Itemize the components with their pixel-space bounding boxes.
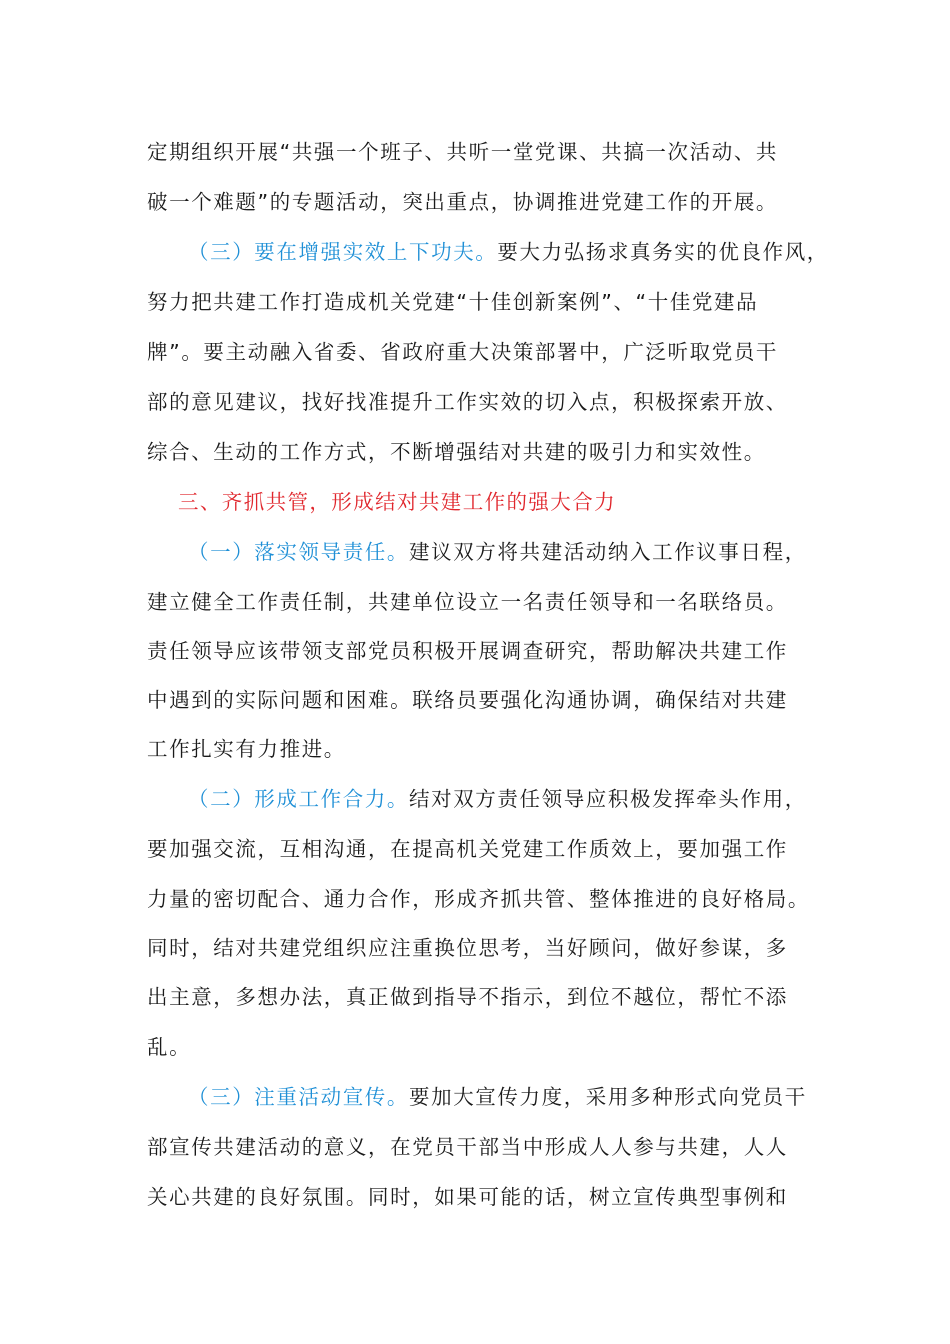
paragraph-line <box>147 1031 191 1063</box>
line-text: 要加强交流，互相沟通，在提高机关党建工作质效上，要加强工作 <box>147 837 788 861</box>
line-text: 结对双方责任领导应积极发挥牵头作用， <box>409 787 807 811</box>
paragraph-line <box>147 635 788 667</box>
paragraph-line <box>147 833 788 865</box>
paragraph-line <box>147 386 788 418</box>
paragraph-line <box>188 536 807 568</box>
line-text: 要大力弘扬求真务实的优良作风， <box>497 240 829 264</box>
line-text: 责任领导应该带领支部党员积极开展调查研究，帮助解决共建工作 <box>147 639 788 663</box>
line-text: 关心共建的良好氛围。同时，如果可能的话，树立宣传典型事例和 <box>147 1185 788 1209</box>
paragraph-line <box>147 932 788 964</box>
subheading-3: （三）要在增强实效上下功夫。 <box>188 240 498 264</box>
subheading-3b: （三）注重活动宣传。 <box>188 1085 409 1109</box>
paragraph-line <box>188 1081 807 1113</box>
subheading-1: （一）落实领导责任。 <box>188 540 409 564</box>
line-text: 中遇到的实际问题和困难。联络员要强化沟通协调，确保结对共建 <box>147 688 788 712</box>
line-text: 综合、生动的工作方式，不断增强结对共建的吸引力和实效性。 <box>147 440 766 464</box>
line-text: 部宣传共建活动的意义，在党员干部当中形成人人参与共建，人人 <box>147 1135 788 1159</box>
paragraph-line <box>147 436 766 468</box>
paragraph-line <box>147 1181 788 1213</box>
line-text: 建立健全工作责任制，共建单位设立一名责任领导和一名联络员。 <box>147 590 788 614</box>
section-heading-text: 三、齐抓共管，形成结对共建工作的强大合力 <box>178 490 616 514</box>
paragraph-line <box>147 883 810 915</box>
paragraph-line <box>147 286 758 318</box>
line-text: 建议双方将共建活动纳入工作议事日程， <box>409 540 807 564</box>
line-text: 乱。 <box>147 1035 192 1059</box>
line-text: 要加大宣传力度，采用多种形式向党员干 <box>409 1085 807 1109</box>
paragraph-line <box>147 981 788 1013</box>
line-text: 破一个难题”的专题活动，突出重点，协调推进党建工作的开展。 <box>147 190 779 214</box>
paragraph-line <box>147 586 788 618</box>
line-text: 部的意见建议，找好找准提升工作实效的切入点，积极探索开放、 <box>147 390 788 414</box>
line-text: 同时，结对共建党组织应注重换位思考，当好顾问，做好参谋，多 <box>147 936 788 960</box>
paragraph-line <box>188 236 829 268</box>
line-text: 工作扎实有力推进。 <box>147 737 346 761</box>
paragraph-line <box>147 186 778 218</box>
paragraph-line <box>188 783 807 815</box>
line-text: 牌”。要主动融入省委、省政府重大决策部署中，广泛听取党员干 <box>147 340 779 364</box>
subheading-2: （二）形成工作合力。 <box>188 787 409 811</box>
section-heading <box>178 486 616 518</box>
line-text: 定期组织开展“共强一个班子、共听一堂党课、共搞一次活动、共 <box>147 140 779 164</box>
line-text: 出主意，多想办法，真正做到指导不指示，到位不越位，帮忙不添 <box>147 985 788 1009</box>
paragraph-line <box>147 684 788 716</box>
paragraph-line <box>147 733 346 765</box>
paragraph-line <box>147 1131 788 1163</box>
paragraph-line <box>147 136 778 168</box>
line-text: 努力把共建工作打造成机关党建“十佳创新案例”、“十佳党建品 <box>147 290 759 314</box>
line-text: 力量的密切配合、通力合作，形成齐抓共管、整体推进的良好格局。 <box>147 887 810 911</box>
paragraph-line <box>147 336 778 368</box>
